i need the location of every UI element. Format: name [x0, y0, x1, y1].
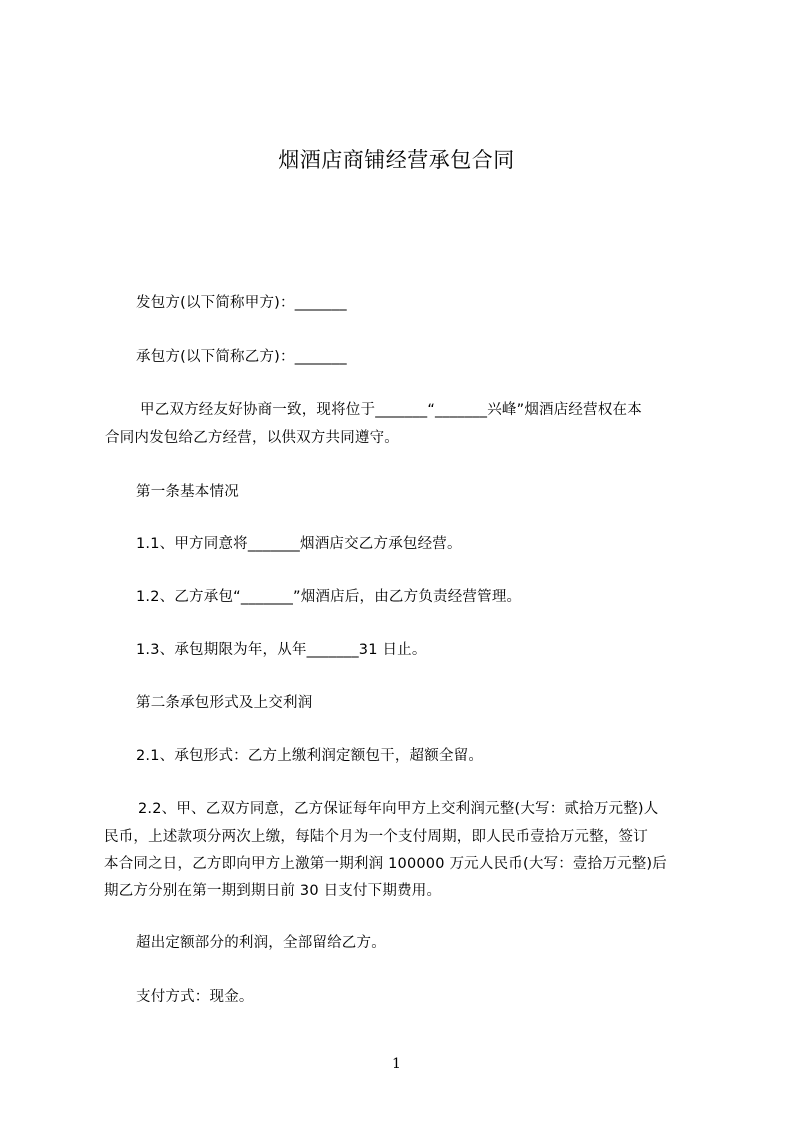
party-a-line: 发包方(以下简称甲方)：_______ [136, 295, 347, 311]
intro-line-1: 甲乙双方经友好协商一致，现将位于_______“_______兴峰”烟酒店经营权在本 [140, 402, 642, 418]
clause-2-1: 2.1、承包形式：乙方上缴利润定额包干，超额全留。 [136, 748, 484, 764]
excess-profit-line: 超出定额部分的利润，全部留给乙方。 [136, 935, 386, 951]
clause-1-2: 1.2、乙方承包“_______”烟酒店后，由乙方负责经营管理。 [136, 589, 522, 605]
clause-1-3: 1.3、承包期限为年，从年_______31 日止。 [136, 642, 427, 658]
payment-method-line: 支付方式：现金。 [136, 989, 254, 1005]
clause-2-2-line-3: 本合同之日，乙方即向甲方上激第一期利润 100000 万元人民币(大写：壹拾万元整)后 [104, 856, 667, 872]
article-2-heading: 第二条承包形式及上交利润 [136, 695, 313, 711]
article-1-heading: 第一条基本情况 [136, 484, 239, 500]
clause-1-1: 1.1、甲方同意将_______烟酒店交乙方承包经营。 [136, 536, 462, 552]
clause-2-2-line-4: 期乙方分别在第一期到期日前 30 日支付下期费用。 [104, 883, 442, 899]
page-number: 1 [392, 1056, 401, 1072]
clause-2-2-line-2: 民币，上述款项分两次上缴，每陆个月为一个支付周期，即人民币壹拾万元整，签订 [104, 829, 648, 845]
party-b-line: 承包方(以下简称乙方)：_______ [136, 349, 347, 365]
clause-2-2-line-1: 2.2、甲、乙双方同意，乙方保证每年向甲方上交利润元整(大写：贰拾万元整)人 [138, 801, 659, 817]
page-title: 烟酒店商铺经营承包合同 [278, 148, 515, 172]
intro-line-2: 合同内发包给乙方经营，以供双方共同遵守。 [105, 430, 399, 446]
